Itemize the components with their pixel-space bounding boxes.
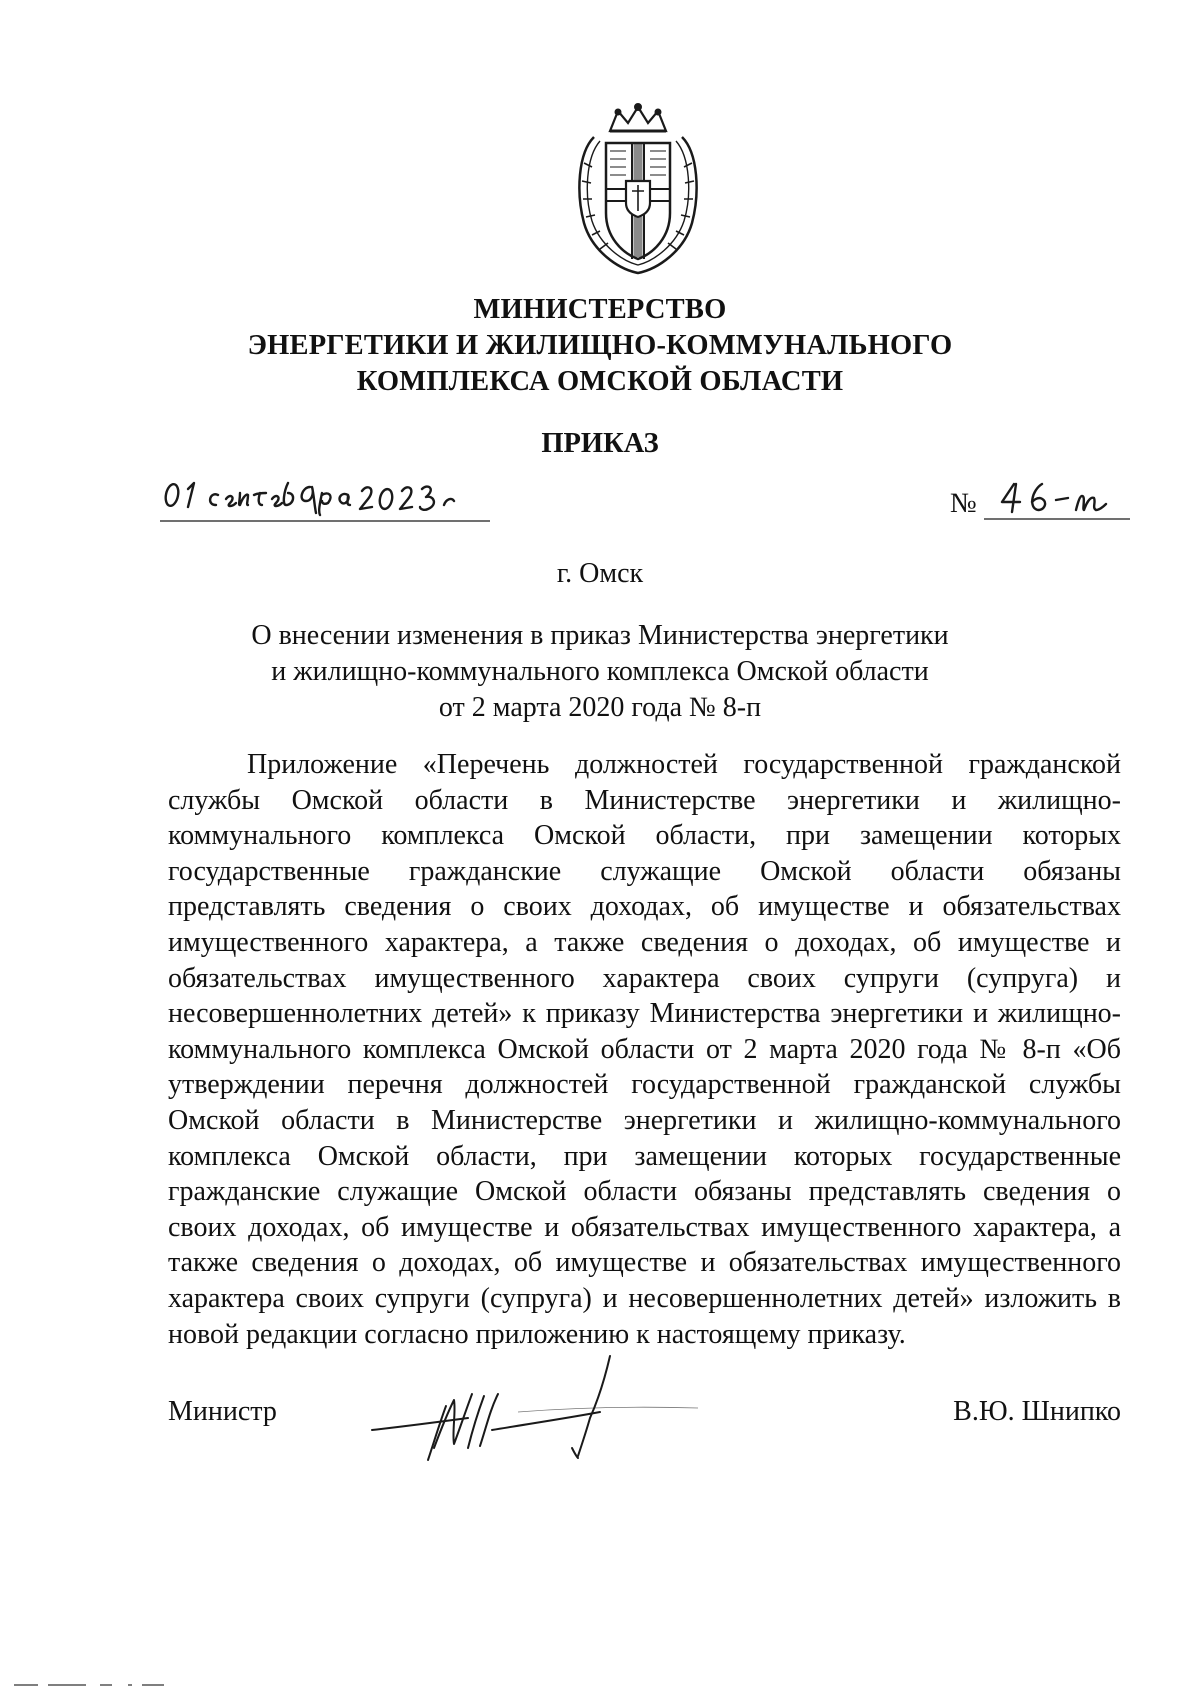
handwritten-date: [160, 473, 490, 533]
body-paragraph: Приложение «Перечень должностей государственной гражданской службы Омской области в Министерстве энергетики и жилищно-коммунального комплекса Омской области, при замещении которых государственные гражданские служащие Омской области обязаны представлять сведения о своих доходах, об имуществе и обязательствах имущественного характера, а также сведения о доходах, об имуществе и обязательствах имущественного характера своих супруги (супруга) и несовершеннолетних детей» к приказу Министерства энергетики и жилищно-коммунального комплекса Омской области от 2 марта 2020 года № 8-п «Об утверждении перечня должностей государственной гражданской службы Омской области в Министерстве энергетики и жилищно-коммунального комплекса Омской области, при замещении которых государственные гражданские служащие Омской области обязаны представлять сведения о своих доходах, об имуществе и обязательствах имущественного характера, а также сведения о доходах, об имуществе и обязательствах имущественного характера своих супруги (супруга) и несовершеннолетних детей» изложить в новой редакции согласно приложению к настоящему приказу.: [168, 749, 1121, 1350]
signer-role: Министр: [168, 1396, 277, 1427]
order-number: [950, 478, 1130, 528]
order-subject: [0, 618, 1200, 726]
scan-artifact: [14, 1682, 184, 1688]
omsk-region-coat-of-arms-icon: [570, 103, 706, 275]
signer-name: В.Ю. Шнипко: [953, 1396, 1121, 1427]
number-sign: №: [950, 488, 977, 519]
handwritten-number: [980, 478, 1130, 528]
ministry-line-1: МИНИСТЕРСТВО: [473, 294, 727, 325]
doc-type-title: ПРИКАЗ: [541, 428, 659, 459]
city: г. Омск: [556, 558, 644, 589]
subject-line-1: О внесении изменения в приказ Министерства энергетики: [251, 620, 949, 651]
handwritten-signature-icon: [368, 1352, 698, 1472]
subject-line-2: и жилищно-коммунального комплекса Омской области: [271, 656, 929, 687]
subject-line-3: от 2 марта 2020 года № 8-п: [438, 692, 762, 723]
signature-block: [168, 1352, 1121, 1472]
ministry-name: [0, 292, 1200, 400]
ministry-line-3: КОМПЛЕКСА ОМСКОЙ ОБЛАСТИ: [356, 366, 844, 397]
ministry-line-2: ЭНЕРГЕТИКИ И ЖИЛИЩНО-КОММУНАЛЬНОГО: [247, 330, 953, 361]
